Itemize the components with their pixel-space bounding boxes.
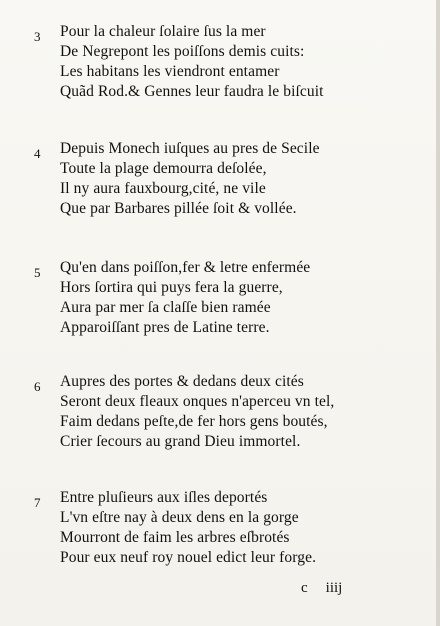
page-edge: [436, 0, 440, 626]
verse-line: L'vn eſtre nay à deux dens en la gorge: [60, 509, 299, 526]
quatrain-number: 3: [34, 29, 41, 44]
verse-line: Que par Barbares pillée ſoit & vollée.: [60, 200, 297, 217]
verse-line: Depuis Monech iuſques au pres de Secile: [60, 140, 320, 157]
verse-line: Qu'en dans poiſſon,fer & letre enfermée: [60, 259, 311, 276]
verse-line: Aura par mer ſa claſſe bien ramée: [60, 299, 271, 316]
printer-signature-mark: [301, 580, 342, 597]
verse-line: Les habitans les viendront entamer: [60, 63, 280, 80]
verse-line: Pour eux neuf roy nouel edict leur forge.: [60, 549, 317, 566]
quatrain-number: 6: [34, 379, 41, 394]
quatrain-number: 7: [34, 495, 41, 510]
quatrain-lines: [60, 139, 420, 219]
verse-line: Hors ſortira qui puys fera la guerre,: [60, 279, 283, 296]
quatrain-lines: [60, 258, 420, 338]
verse-line: Seront deux fleaux onques n'aperceu vn tel,: [60, 393, 335, 410]
verse-line: Entre pluſieurs aux iſles deportés: [60, 489, 268, 506]
quatrain-number: 4: [34, 146, 41, 161]
verse-line: Pour la chaleur ſolaire ſus la mer: [60, 23, 266, 40]
verse-line: Crier ſecours au grand Dieu immortel.: [60, 433, 301, 450]
quatrain-number: 5: [34, 265, 41, 280]
quatrain-lines: [60, 488, 420, 568]
verse-line: De Negrepont les poiſſons demis cuits:: [60, 43, 305, 60]
verse-line: Toute la plage demourra deſolée,: [60, 160, 267, 177]
quatrain-lines: [60, 372, 420, 452]
verse-line: Apparoiſſant pres de Latine terre.: [60, 319, 270, 336]
verse-line: Mourront de faim les arbres eſbrotés: [60, 529, 290, 546]
verse-line: Il ny aura fauxbourg,cité, ne vile: [60, 180, 266, 197]
signature-letter: c: [301, 580, 308, 596]
verse-line: Aupres des portes & dedans deux cités: [60, 373, 304, 390]
signature-numeral: iiij: [325, 580, 343, 596]
verse-line: Quãd Rod.& Gennes leur faudra le biſcuit: [60, 83, 324, 100]
verse-line: Faim dedans peſte,de fer hors gens boutés,: [60, 413, 328, 430]
quatrain-lines: [60, 22, 420, 102]
